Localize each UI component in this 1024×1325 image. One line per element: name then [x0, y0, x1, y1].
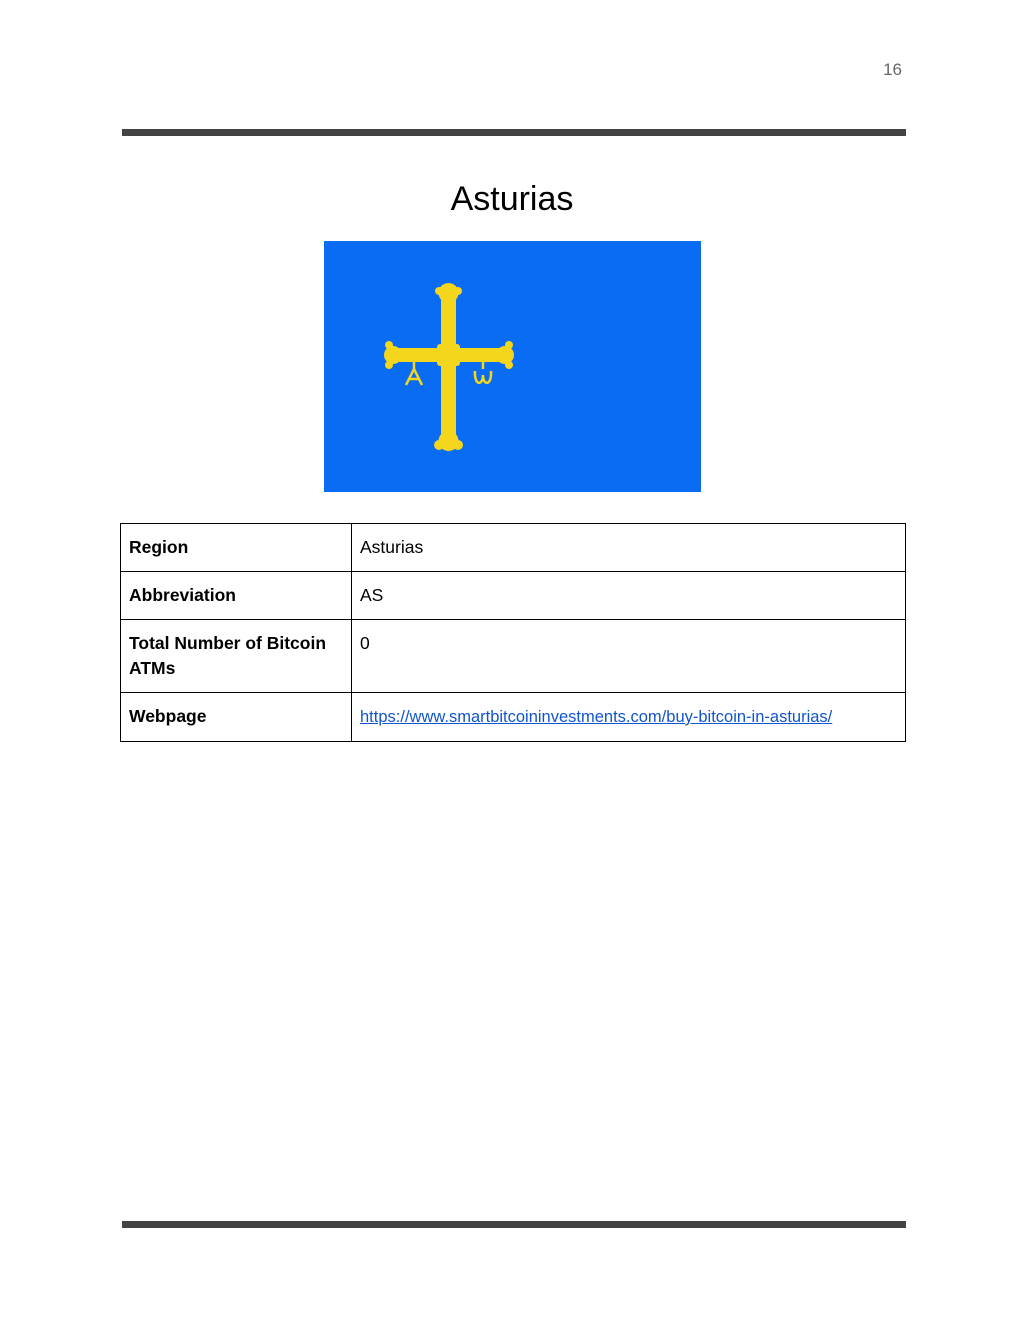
- table-row: [121, 524, 906, 572]
- row-value-cell: [352, 693, 906, 742]
- row-label: Webpage: [121, 693, 352, 742]
- table-row: [121, 620, 906, 693]
- bottom-divider: [122, 1221, 906, 1228]
- row-label: Region: [121, 524, 352, 572]
- row-label: Total Number of Bitcoin ATMs: [121, 620, 352, 693]
- page-number: 16: [883, 60, 902, 79]
- region-info-table: [120, 523, 906, 742]
- row-value: 0: [352, 620, 906, 693]
- page-title: Asturias: [450, 180, 574, 218]
- table-row: [121, 572, 906, 620]
- top-divider: [122, 129, 906, 136]
- row-value: Asturias: [352, 524, 906, 572]
- webpage-link[interactable]: https://www.smartbitcoininvestments.com/buy-bitcoin-in-asturias/: [360, 708, 833, 726]
- row-value: AS: [352, 572, 906, 620]
- table-row: [121, 693, 906, 742]
- asturias-flag-image: [324, 241, 701, 492]
- row-label: Abbreviation: [121, 572, 352, 620]
